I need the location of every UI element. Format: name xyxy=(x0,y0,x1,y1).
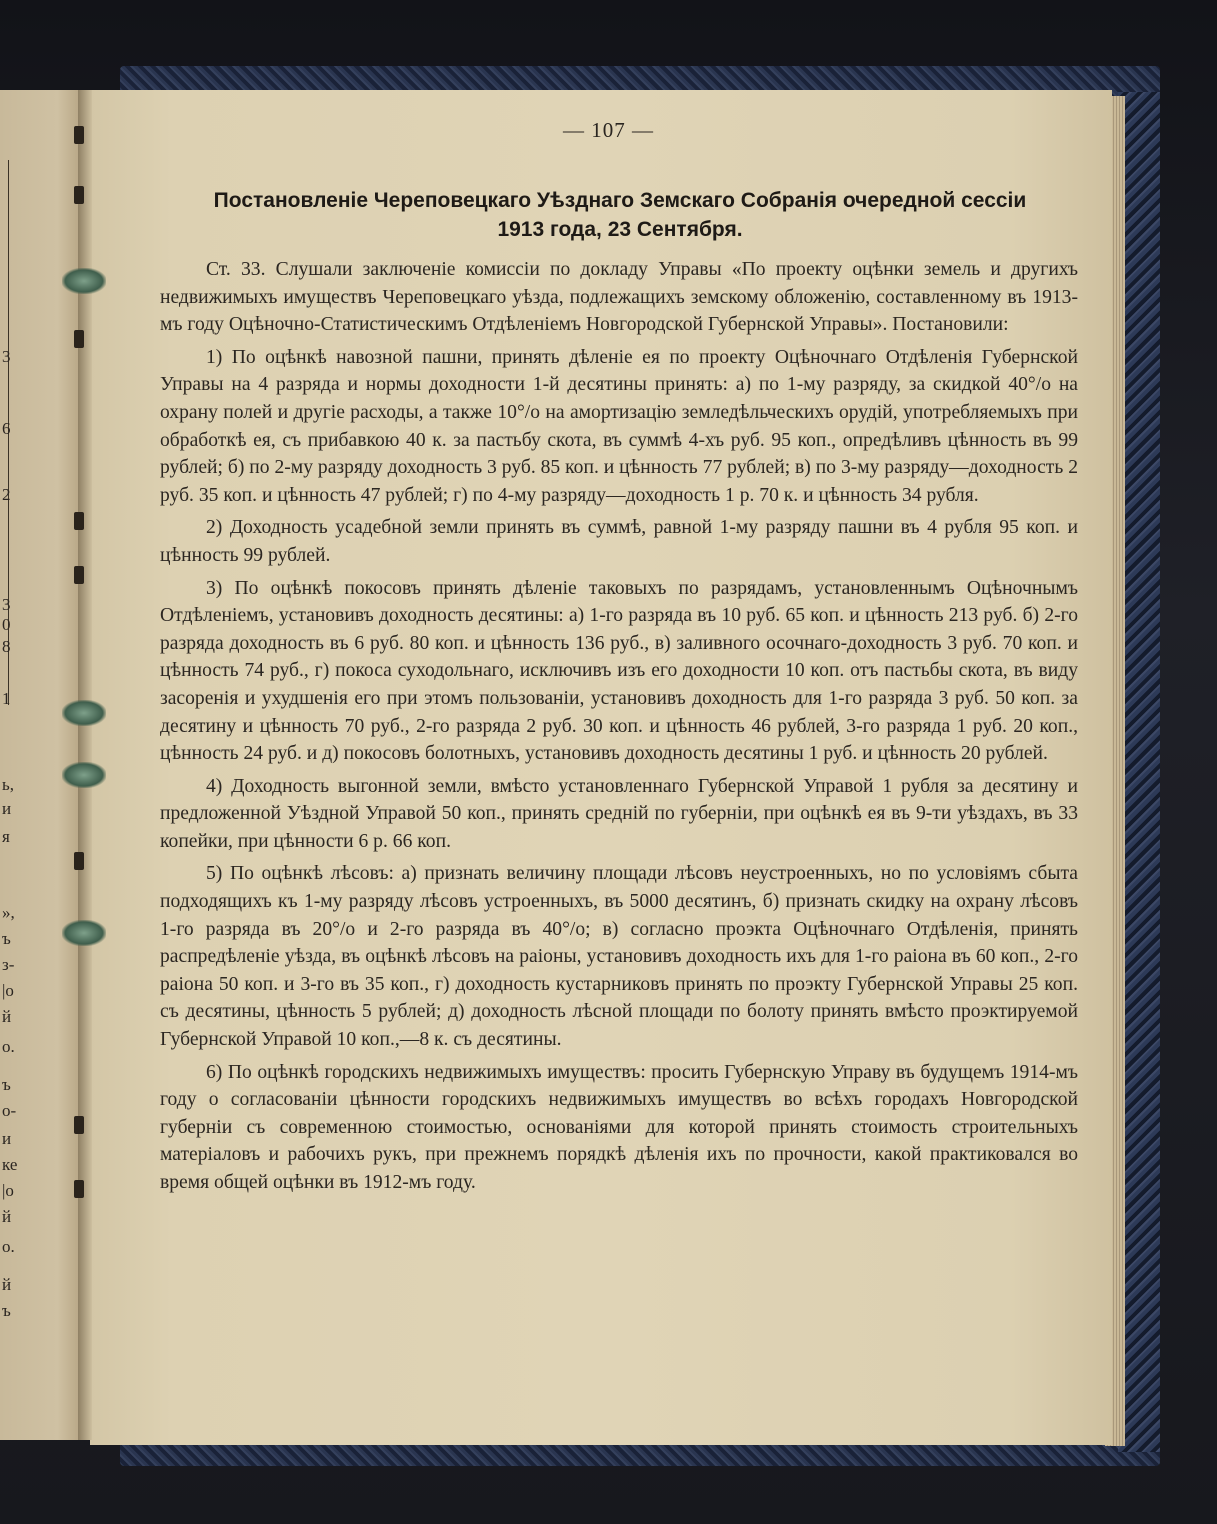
left-page-fragment: й xyxy=(2,1007,12,1026)
left-page-fragment: », xyxy=(2,903,15,922)
title-line-2: 1913 года, 23 Сентября. xyxy=(497,218,743,241)
left-page-fragment: |о xyxy=(2,981,14,1000)
left-page-fragment: 1 xyxy=(2,689,11,708)
left-page-fragment: я xyxy=(2,827,10,846)
binding-stitch xyxy=(74,566,84,584)
binding-stitch xyxy=(74,852,84,870)
left-page-fragment: 0 xyxy=(2,615,11,634)
binding-thread xyxy=(62,762,106,788)
left-page-fragment: ь, xyxy=(2,775,15,794)
left-page-fragment: 3 xyxy=(2,347,11,366)
left-page-fragment: 6 xyxy=(2,419,11,438)
binding-stitch xyxy=(74,1180,84,1198)
left-page-fragment: й xyxy=(2,1275,12,1294)
binding-stitch xyxy=(74,186,84,204)
paragraph-item-5: 5) По оцѣнкѣ лѣсовъ: а) признать величину площади лѣсовъ неустроенныхъ, но по условіямъ сбыта подходящихъ къ 1-му разряду лѣсовъ устроенныхъ, въ 5000 десятинъ, б) признать скидку на охрану лѣсовъ 1-го разряда въ 20°/о и 2-го разряда въ 40°/о; в) согласно проэкта Оцѣночнаго Отдѣленія, принять распредѣленіе уѣзда, въ оцѣнкѣ лѣсовъ на раіоны, установивъ доходность ихъ для 1-го раіона въ 60 коп., 2-го раіона 50 коп. и 3-го въ 35 коп., г) доходность кустарниковъ принять по проэкту Губернской Управы 25 коп. съ десятины, цѣнность 5 рублей; д) доходность лѣсной площади по болоту принять вмѣсто проэктируемой Губернской Управой 10 коп.,—8 к. съ десятины. xyxy=(160,863,1078,1051)
left-page-fragment: о- xyxy=(2,1101,17,1120)
left-page-fragment: о. xyxy=(2,1237,15,1256)
left-page-fragment: и xyxy=(2,1129,12,1148)
left-page-fragment: ке xyxy=(2,1155,18,1174)
page-number: — 107 — xyxy=(563,118,654,142)
left-page-fragment: ъ xyxy=(2,1301,11,1320)
left-page-fragment: й xyxy=(2,1207,12,1226)
paragraph-item-2: 2) Доходность усадебной земли принять въ суммѣ, равной 1-му разряду пашни въ 4 рубля 95 коп. и цѣнность 99 рублей. xyxy=(160,517,1078,566)
left-page-fragment: ъ xyxy=(2,1075,11,1094)
left-page-fragment: з- xyxy=(2,955,15,974)
document-body xyxy=(160,256,1078,1202)
title-line-1: Постановленіе Череповецкаго Уѣзднаго Земскаго Собранія очередной сессіи xyxy=(213,189,1027,212)
left-page-fragment: и xyxy=(2,799,12,818)
binding-thread xyxy=(62,700,106,726)
paragraph-item-4: 4) Доходность выгонной земли, вмѣсто установленнаго Губернской Управой 1 рубля за десятину и предложенной Уѣздной Управой 50 коп., принять средній по губерніи, при оцѣнкѣ ея въ 9-ти уѣздахъ, въ 33 копейки, при цѣнности 6 р. 66 коп. xyxy=(160,775,1078,852)
paragraph-item-6: 6) По оцѣнкѣ городскихъ недвижимыхъ имуществъ: просить Губернскую Управу въ будущемъ 1914-мъ году о согласованіи цѣнности городскихъ недвижимыхъ имуществъ во всѣхъ городахъ Новгородской губерніи съ современною стоимостью, основаніями для которой принять стоимость строительныхъ матеріаловъ и рабочихъ рукъ, при прежнемъ порядкѣ дѣленія ихъ по прочности, какой практиковался во время общей оцѣнки въ 1912-мъ году. xyxy=(160,1061,1078,1193)
paragraph-item-3: 3) По оцѣнкѣ покосовъ принять дѣленіе таковыхъ по разрядамъ, установленнымъ Оцѣночнымъ Отдѣленіемъ, установивъ доходность десятины: а) 1-го разряда въ 10 руб. 65 коп. и цѣнность 213 руб. б) 2-го разряда доходность въ 6 руб. 80 коп. и цѣнность 136 руб., в) заливного осочнаго-доходность 3 руб. 70 коп. и цѣнность 74 руб., г) покоса суходольнаго, исключивъ изъ его доходности 10 коп. отъ пастьбы скота, въ виду засоренія и ухудшенія его при этомъ пользованіи, установивъ доходность для 1-го разряда 3 руб. 50 коп. за десятину и цѣнность 70 руб., 2-го разряда 2 руб. 30 коп. и цѣнность 46 рублей, 3-го разряда 1 руб. 20 коп., цѣнность 24 руб. и д) покосовъ болотныхъ, установивъ доходность десятины 1 руб. и цѣнность 20 рублей. xyxy=(160,577,1078,765)
left-page-fragment: |о xyxy=(2,1181,14,1200)
binding-stitch xyxy=(74,330,84,348)
binding-stitch xyxy=(74,512,84,530)
paragraph-intro: Ст. 33. Слушали заключеніе комиссіи по докладу Управы «По проекту оцѣнки земель и другихъ недвижимыхъ имуществъ Череповецкаго уѣзда, подлежащихъ земскому обложенію, составленному въ 1913-мъ году Оцѣночно-Статистическимъ Отдѣленіемъ Новгородской Губернской Управы». Постановили: xyxy=(160,259,1078,336)
left-page-fragment: ъ xyxy=(2,929,11,948)
left-page-fragment: 8 xyxy=(2,637,11,656)
left-page-fragment: о. xyxy=(2,1037,15,1056)
left-page-fragment: 3 xyxy=(2,595,11,614)
binding-thread xyxy=(62,268,106,294)
left-page-fragment: 2 xyxy=(2,485,11,504)
document-title xyxy=(150,186,1090,244)
paragraph-item-1: 1) По оцѣнкѣ навозной пашни, принять дѣленіе ея по проекту Оцѣночнаго Отдѣленія Губернской Управы на 4 разряда и нормы доходности 1-й десятины принять: а) по 1-му разряду, за скидкой 40°/о на охрану полей и другіе расходы, а также 10°/о на амортизацію земледѣльческихъ орудій, употребляемыхъ при обработкѣ ея, съ прибавкою 40 к. за пастьбу скота, въ суммѣ 4-хъ руб. 95 коп., опредѣливъ цѣнность въ 99 рублей; б) по 2-му разряду доходность 3 руб. 85 коп. и цѣнность 77 рублей; в) по 3-му разряду—доходность 2 руб. 35 коп. и цѣнность 47 рублей; г) по 4-му разряду—доходность 1 р. 70 к. и цѣнность 34 рубля. xyxy=(160,346,1078,506)
binding-stitch xyxy=(74,1116,84,1134)
binding-thread xyxy=(62,920,106,946)
